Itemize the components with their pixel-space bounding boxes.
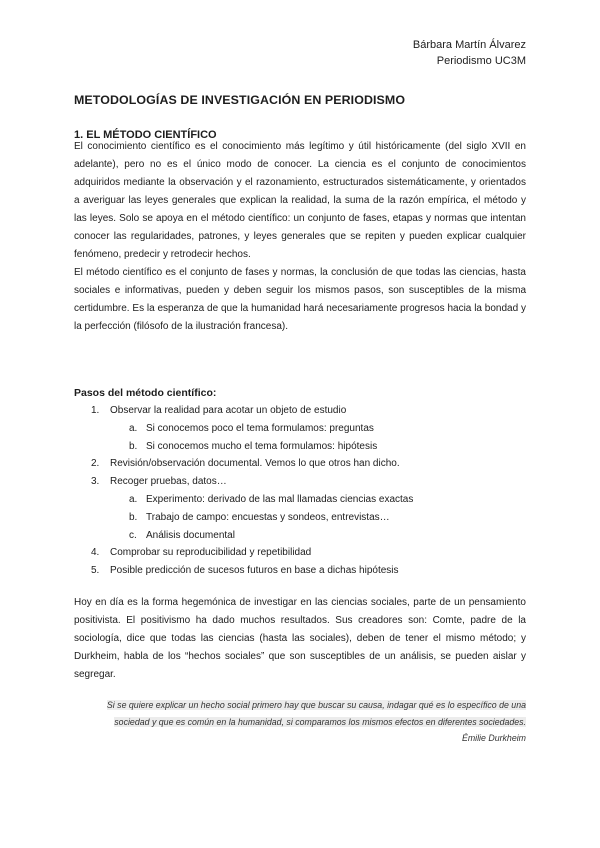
sub-number: b.: [129, 440, 138, 452]
quote-author: Émilie Durkheim: [461, 733, 526, 743]
sub-number: a.: [129, 422, 138, 434]
paragraph-1: El conocimiento científico es el conocimiento más legítimo y útil históricamente (del siglo XVII en adelante), pero no es el único modo de conocer. La ciencia es el conjunto de conocimientos adquiridos mediante la observación y el razonamiento, estructurados sistemáticamente, y orientados a averiguar las leyes generales que explican la realidad, la suma de la razón empírica, el método y las leyes. Solo se apoya en el método científico: un conjunto de fases, etapas y normas que intentan conocer las regularidades, patrones, y leyes generales que se repiten y pueden explicar cualquier fenómeno, predecir y retrodecir hechos.: [74, 141, 526, 260]
sub-text: Análisis documental: [146, 529, 235, 541]
course-name: Periodismo UC3M: [436, 55, 526, 67]
sub-number: a.: [129, 493, 138, 505]
intro-paragraphs: [74, 138, 526, 336]
sub-number: b.: [129, 511, 138, 523]
sub-text: Trabajo de campo: encuestas y sondeos, entrevistas…: [146, 511, 390, 523]
conclusion-paragraph: [74, 594, 526, 684]
sub-text: Experimento: derivado de las mal llamadas ciencias exactas: [146, 493, 414, 505]
sub-list-item: [110, 509, 526, 527]
list-number: 4.: [91, 547, 100, 559]
list-text: Observar la realidad para acotar un objeto de estudio: [110, 405, 347, 416]
sub-list-item: [110, 438, 526, 456]
durkheim-quote: [74, 697, 526, 747]
steps-list: [74, 402, 526, 580]
sub-list-item: [110, 491, 526, 509]
list-number: 1.: [91, 405, 100, 416]
section-heading: 1. EL MÉTODO CIENTÍFICO: [74, 129, 217, 141]
sub-list: [110, 491, 526, 544]
list-number: 3.: [91, 476, 100, 488]
author-block: [413, 37, 526, 69]
document-title: METODOLOGÍAS DE INVESTIGACIÓN EN PERIODISMO: [74, 93, 406, 107]
author-name: Bárbara Martín Álvarez: [412, 39, 526, 51]
sub-text: Si conocemos mucho el tema formulamos: hipótesis: [146, 440, 378, 452]
quote-text: [74, 697, 526, 730]
list-text: Recoger pruebas, datos…: [110, 476, 227, 488]
sub-list-item: [110, 527, 526, 545]
list-text: Posible predicción de sucesos futuros en base a dichas hipótesis: [110, 565, 399, 577]
list-text: Comprobar su reproducibilidad y repetibilidad: [110, 547, 312, 559]
list-number: 2.: [91, 458, 100, 470]
sub-list: [110, 420, 526, 456]
paragraph-2: El método científico es el conjunto de fases y normas, la conclusión de que todas las ciencias, hasta sociales e informativas, pueden y deben seguir los mismos pasos, son susceptibles de la misma certidumbre. Es la esperanza de que la humanidad hará necesariamente progresos hacia la bondad y la perfección (filósofo de la ilustración francesa).: [74, 267, 526, 332]
sub-number: c.: [129, 529, 137, 541]
list-item: [74, 544, 526, 562]
sub-list-item: [110, 420, 526, 438]
quote-body: Si se quiere explicar un hecho social primero hay que buscar su causa, indagar qué es lo específico de una sociedad y que es común en la humanidad, si comparamos los mismos efectos en diferentes sociedades.: [106, 700, 526, 727]
sub-text: Si conocemos poco el tema formulamos: preguntas: [146, 422, 374, 434]
list-item: [74, 473, 526, 544]
list-item: [74, 455, 526, 473]
list-text: Revisión/observación documental. Vemos lo que otros han dicho.: [110, 458, 400, 470]
steps-heading: Pasos del método científico:: [74, 387, 217, 399]
paragraph-3: Hoy en día es la forma hegemónica de investigar en las ciencias sociales, parte de un pensamiento positivista. El positivismo ha dado muchos resultados. Sus creadores son: Comte, padre de la sociología, dice que todas las ciencias (hasta las sociales), deben de tener el mismo método; y Durkheim, habla de los “hechos sociales” que son susceptibles de un análisis, se pueden aislar y segregar.: [74, 597, 526, 680]
list-number: 5.: [91, 565, 100, 577]
list-item: [74, 562, 526, 580]
list-item: [74, 402, 526, 455]
